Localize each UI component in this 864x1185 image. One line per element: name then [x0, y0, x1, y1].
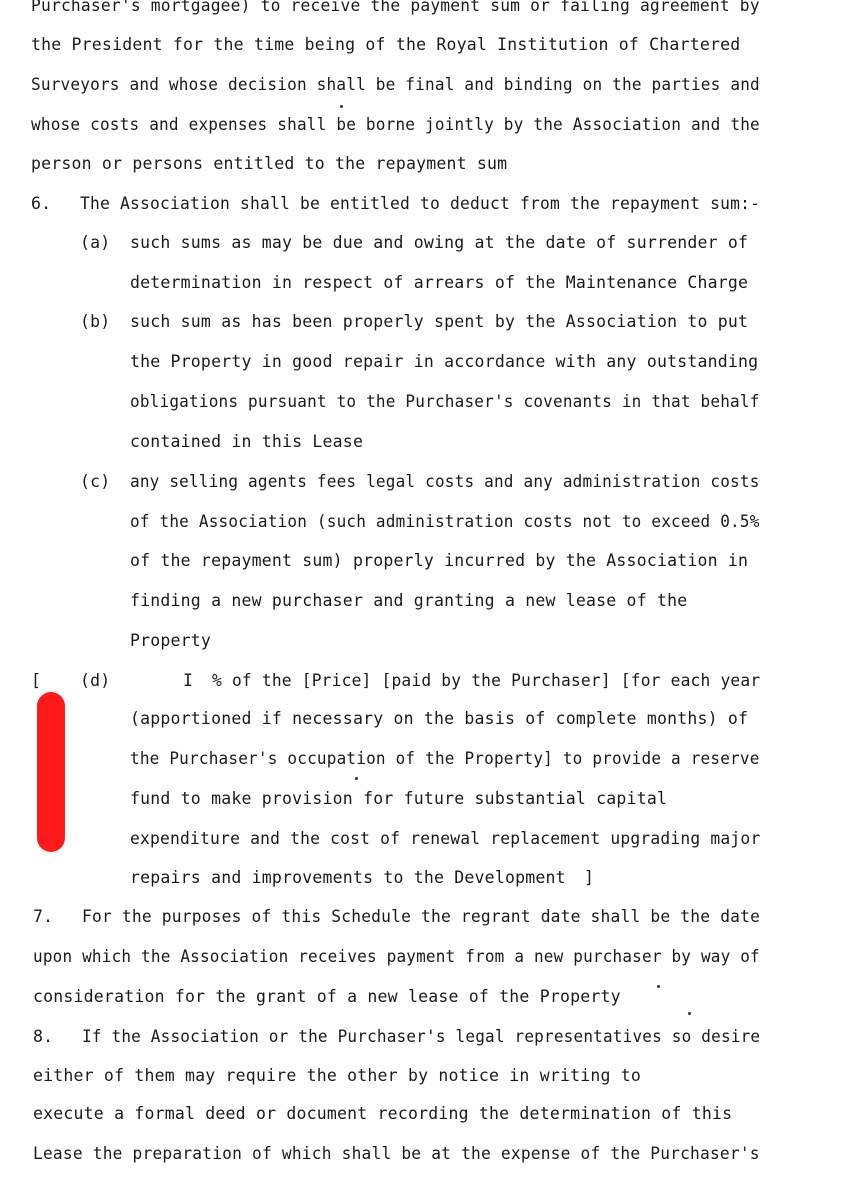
- text-line: any selling agents fees legal costs and any administration costs: [130, 472, 760, 491]
- text-line: the Purchaser's occupation of the Property] to provide a reserve: [130, 749, 760, 768]
- clause-text: If the Association or the Purchaser's legal representatives so desire: [82, 1027, 761, 1046]
- clause-number: 7.: [33, 907, 54, 926]
- open-bracket: [: [31, 671, 42, 690]
- text-line: determination in respect of arrears of the Maintenance Charge: [130, 273, 749, 292]
- text-line: the Property in good repair in accordance with any outstanding: [130, 352, 759, 371]
- text-line: such sum as has been properly spent by the Association to put: [130, 312, 749, 331]
- text-line: Lease the preparation of which shall be at the expense of the Purchaser's: [33, 1144, 760, 1163]
- blank-bar: I: [183, 671, 194, 690]
- scan-speck: [657, 985, 660, 988]
- text-line: expenditure and the cost of renewal replacement upgrading major: [130, 829, 761, 848]
- text-line: upon which the Association receives payment from a new purchaser by way of: [33, 947, 760, 966]
- text-line: obligations pursuant to the Purchaser's covenants in that behalf: [130, 392, 760, 411]
- scan-speck: [340, 105, 343, 108]
- text-line: Property: [130, 631, 212, 650]
- text-line: Purchaser's mortgagee) to receive the payment sum or failing agreement by: [31, 0, 760, 15]
- clause-number: 8.: [33, 1027, 54, 1046]
- subclause-label: (c): [80, 472, 111, 491]
- scan-speck: [355, 777, 358, 780]
- text-line: such sums as may be due and owing at the date of surrender of: [130, 233, 749, 252]
- text-line: contained in this Lease: [130, 432, 364, 451]
- text-line: finding a new purchaser and granting a new lease of the: [130, 591, 688, 610]
- clause-text: For the purposes of this Schedule the regrant date shall be the date: [82, 907, 761, 926]
- text-line: the President for the time being of the Royal Institution of Chartered: [31, 35, 741, 54]
- text-line: fund to make provision for future substantial capital: [130, 789, 668, 808]
- text-line: Surveyors and whose decision shall be final and binding on the parties and: [31, 75, 760, 94]
- text-line: (apportioned if necessary on the basis of complete months) of: [130, 709, 749, 728]
- text-line: of the repayment sum) properly incurred by the Association in: [130, 551, 749, 570]
- text-line: % of the [Price] [paid by the Purchaser] [for each year: [212, 671, 761, 690]
- text-line: either of them may require the other by notice in writing to: [33, 1066, 642, 1085]
- close-bracket: ]: [584, 868, 595, 887]
- text-line: repairs and improvements to the Development: [130, 868, 566, 887]
- text-line: person or persons entitled to the repayment sum: [31, 154, 508, 173]
- text-line: consideration for the grant of a new lease of the Property: [33, 987, 621, 1006]
- subclause-label: (d): [80, 671, 111, 690]
- text-line: whose costs and expenses shall be borne jointly by the Association and the: [31, 115, 760, 134]
- clause-number: 6.: [31, 194, 52, 213]
- red-margin-marker: [37, 692, 65, 852]
- subclause-label: (a): [80, 233, 111, 252]
- scan-speck: [688, 1012, 691, 1015]
- text-line: execute a formal deed or document recording the determination of this: [33, 1104, 733, 1123]
- subclause-label: (b): [80, 312, 111, 331]
- text-line: of the Association (such administration costs not to exceed 0.5%: [130, 512, 760, 531]
- clause-text: The Association shall be entitled to deduct from the repayment sum:-: [80, 194, 761, 213]
